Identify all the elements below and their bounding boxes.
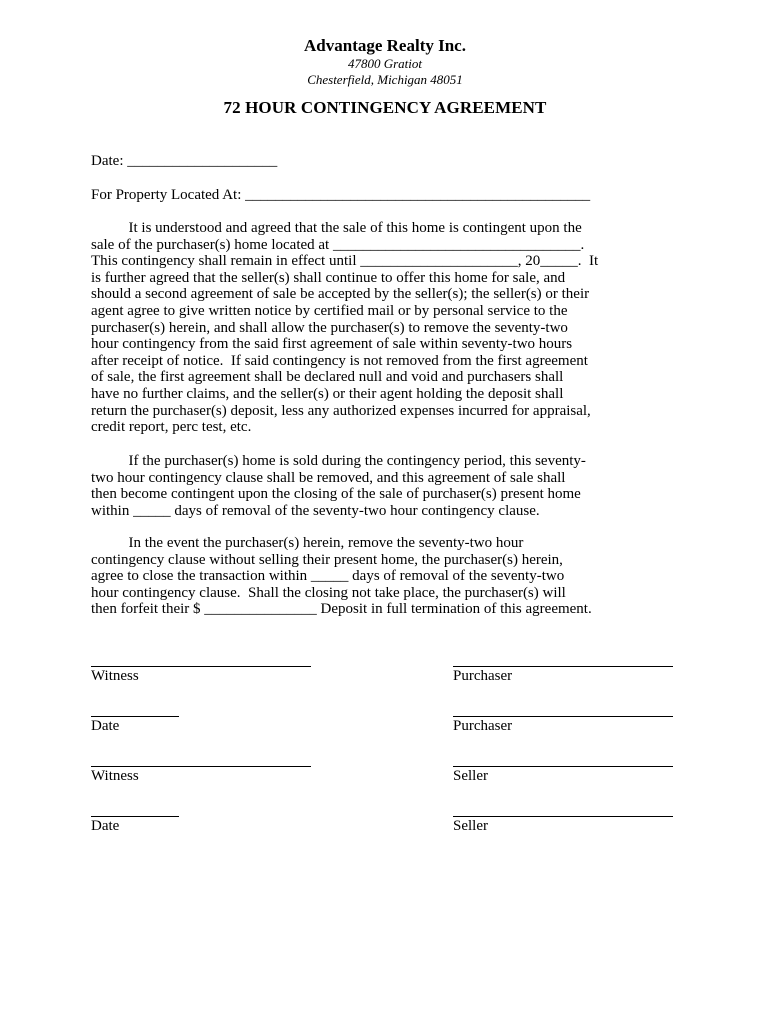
date-field[interactable]: Date: ____________________ <box>91 153 278 169</box>
paragraph-line: after receipt of notice. If said contingency is not removed from the first agreement <box>91 352 588 369</box>
paragraph-line: purchaser(s) herein, and shall allow the purchaser(s) to remove the seventy-two <box>91 319 568 336</box>
date-line-1[interactable] <box>91 716 179 717</box>
paragraph-line: It is understood and agreed that the sale of this home is contingent upon the <box>91 220 582 236</box>
seller-signature-line-1[interactable] <box>453 766 673 767</box>
paragraph-line: agent agree to give written notice by certified mail or by personal service to the <box>91 302 568 319</box>
seller-signature-line-2[interactable] <box>453 816 673 817</box>
date-label-2: Date <box>91 818 120 834</box>
paragraph-line: of sale, the first agreement shall be declared null and void and purchasers shall <box>91 369 564 386</box>
witness-signature-line-1[interactable] <box>91 666 311 667</box>
paragraph-line: within _____ days of removal of the seventy-two hour contingency clause. <box>91 502 540 519</box>
purchaser-signature-line-1[interactable] <box>453 666 673 667</box>
paragraph-line: then forfeit their $ _______________ Deposit in full termination of this agreement. <box>91 601 592 618</box>
date-line-2[interactable] <box>91 816 179 817</box>
paragraph-line: hour contingency from the said first agreement of sale within seventy-two hours <box>91 336 573 353</box>
witness-label-2: Witness <box>91 768 139 784</box>
paragraph-line: sale of the purchaser(s) home located at _________________________________. <box>91 236 585 253</box>
paragraph-line: should a second agreement of sale be accepted by the seller(s); the seller(s) or their <box>91 286 590 303</box>
witness-signature-line-2[interactable] <box>91 766 311 767</box>
company-address-street: 47800 Gratiot <box>347 56 423 71</box>
seller-label-1: Seller <box>453 768 488 784</box>
date-label-1: Date <box>91 718 120 734</box>
paragraph-line: In the event the purchaser(s) herein, remove the seventy-two hour <box>91 535 524 551</box>
purchaser-label-1: Purchaser <box>453 668 513 684</box>
paragraph-line: have no further claims, and the seller(s) or their agent holding the deposit shall <box>91 385 564 402</box>
paragraph-line: agree to close the transaction within _____ days of removal of the seventy-two <box>91 568 565 585</box>
contingency-paragraph-2 <box>91 453 691 519</box>
paragraph-line: then become contingent upon the closing of the sale of purchaser(s) present home <box>91 486 581 503</box>
paragraph-line: two hour contingency clause shall be removed, and this agreement of sale shall <box>91 469 566 486</box>
purchaser-label-2: Purchaser <box>453 718 513 734</box>
document-title: 72 HOUR CONTINGENCY AGREEMENT <box>223 98 547 117</box>
paragraph-line: is further agreed that the seller(s) shall continue to offer this home for sale, and <box>91 269 566 286</box>
witness-label-1: Witness <box>91 668 139 684</box>
contingency-paragraph-3 <box>91 535 691 618</box>
purchaser-signature-line-2[interactable] <box>453 716 673 717</box>
company-name: Advantage Realty Inc. <box>304 36 466 55</box>
paragraph-line: hour contingency clause. Shall the closing not take place, the purchaser(s) will <box>91 584 566 601</box>
paragraph-line: return the purchaser(s) deposit, less any authorized expenses incurred for appraisal, <box>91 402 591 419</box>
paragraph-line: This contingency shall remain in effect until _____________________, 20_____. It <box>91 253 599 270</box>
seller-label-2: Seller <box>453 818 488 834</box>
contingency-paragraph-1 <box>91 220 691 436</box>
paragraph-line: If the purchaser(s) home is sold during the contingency period, this seventy- <box>91 453 586 469</box>
paragraph-line: contingency clause without selling their present home, the purchaser(s) herein, <box>91 551 563 568</box>
property-location-field[interactable]: For Property Located At: ______________________________________________ <box>91 187 591 203</box>
company-address-city: Chesterfield, Michigan 48051 <box>307 72 463 87</box>
paragraph-line: credit report, perc test, etc. <box>91 419 252 436</box>
